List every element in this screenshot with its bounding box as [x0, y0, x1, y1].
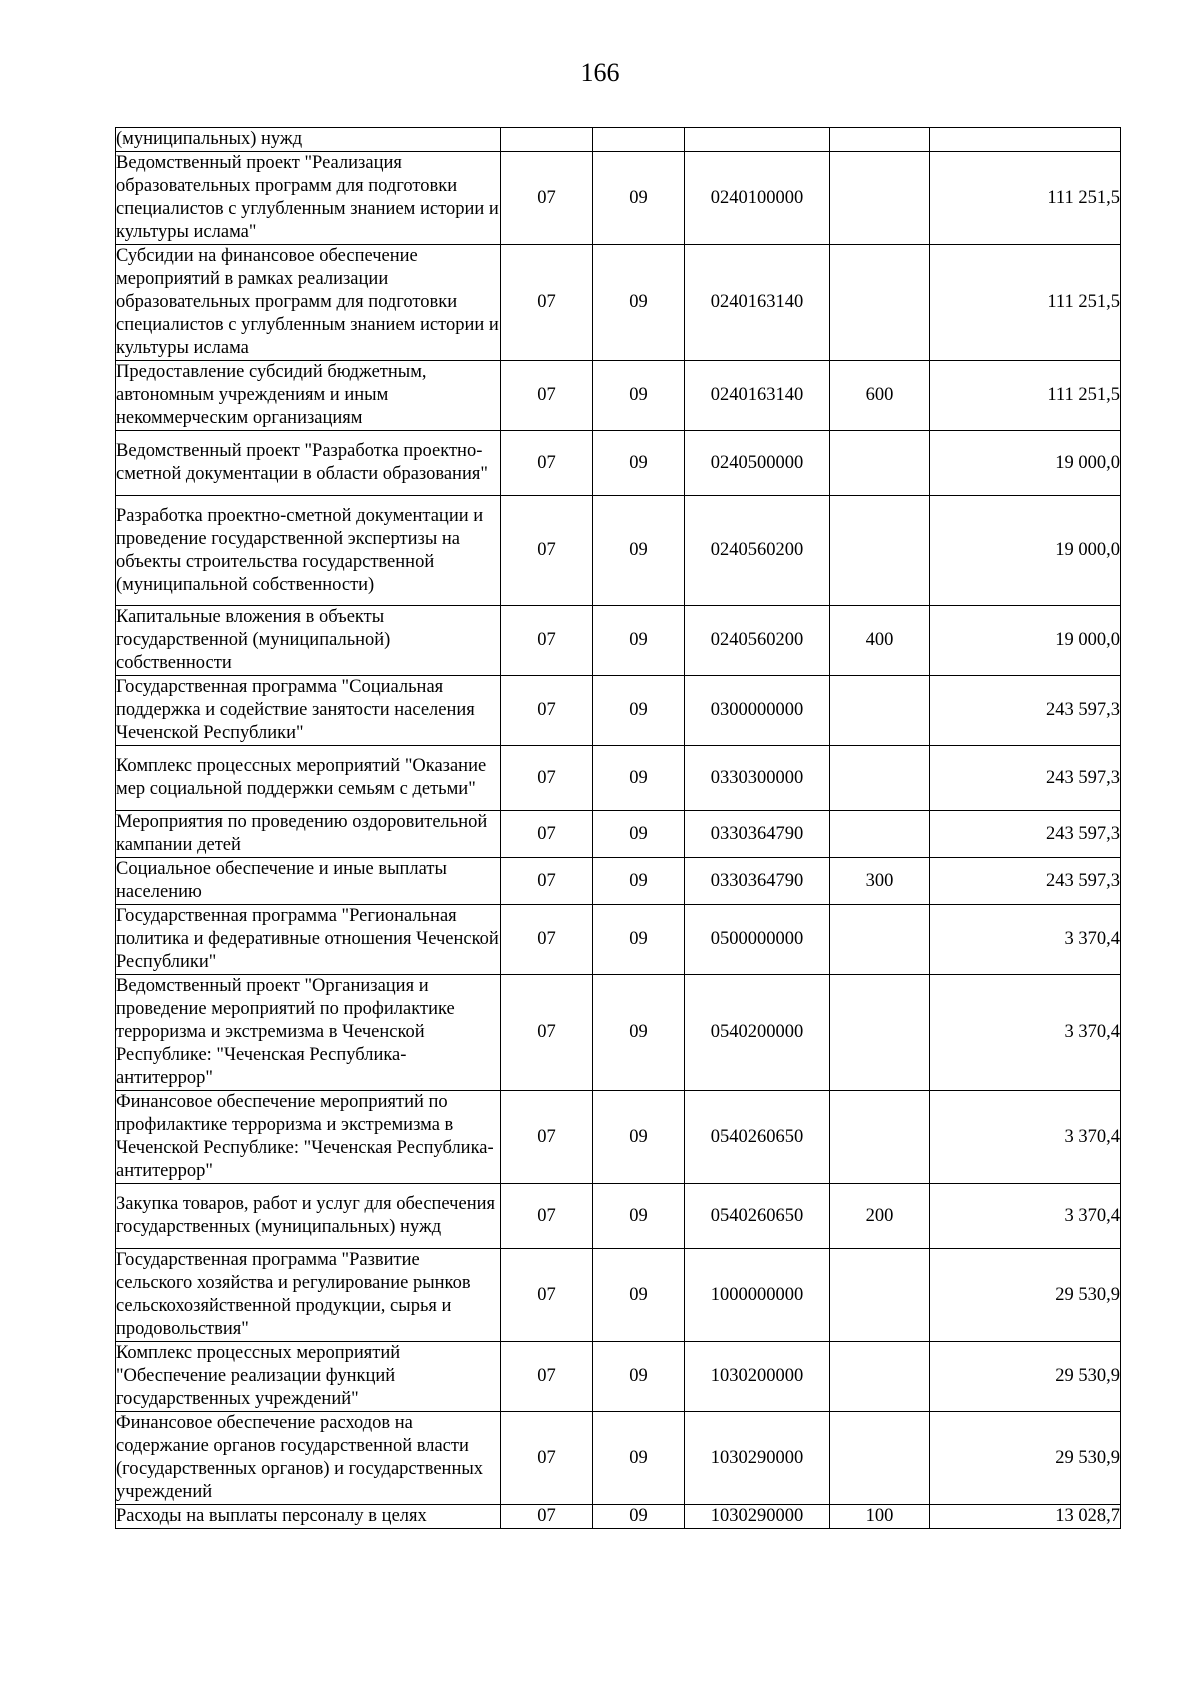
target-article-cell: 0240163140 — [685, 245, 830, 361]
table-row — [116, 1412, 1121, 1505]
expense-type-cell — [830, 496, 930, 606]
table-row — [116, 128, 1121, 152]
target-article-cell: 1030290000 — [685, 1412, 830, 1505]
expense-name-cell: Государственная программа "Региональная политика и федеративные отношения Чеченской Республики" — [116, 905, 501, 975]
target-article-cell: 0540200000 — [685, 975, 830, 1091]
amount-cell: 243 597,3 — [930, 811, 1121, 858]
expense-type-cell — [830, 128, 930, 152]
expense-name-cell: Предоставление субсидий бюджетным, автономным учреждениям и иным некоммерческим организациям — [116, 361, 501, 431]
subsection-code-cell: 09 — [593, 1342, 685, 1412]
subsection-code-cell: 09 — [593, 1412, 685, 1505]
target-article-cell: 0240500000 — [685, 431, 830, 496]
section-code-cell: 07 — [501, 245, 593, 361]
expense-name-cell: Мероприятия по проведению оздоровительной кампании детей — [116, 811, 501, 858]
expense-name-cell: Финансовое обеспечение мероприятий по профилактике терроризма и экстремизма в Чеченской Республике: "Чеченская Республика-антитеррор" — [116, 1091, 501, 1184]
section-code-cell: 07 — [501, 431, 593, 496]
target-article-cell: 0330300000 — [685, 746, 830, 811]
target-article-cell: 0240560200 — [685, 496, 830, 606]
target-article-cell: 0300000000 — [685, 676, 830, 746]
table-row — [116, 1342, 1121, 1412]
subsection-code-cell — [593, 128, 685, 152]
amount-cell: 3 370,4 — [930, 975, 1121, 1091]
expense-name-cell: Комплекс процессных мероприятий "Обеспечение реализации функций государственных учреждений" — [116, 1342, 501, 1412]
amount-cell: 29 530,9 — [930, 1412, 1121, 1505]
section-code-cell: 07 — [501, 496, 593, 606]
subsection-code-cell: 09 — [593, 245, 685, 361]
section-code-cell: 07 — [501, 905, 593, 975]
amount-cell — [930, 128, 1121, 152]
target-article-cell: 0240163140 — [685, 361, 830, 431]
amount-cell: 111 251,5 — [930, 361, 1121, 431]
amount-cell: 3 370,4 — [930, 1091, 1121, 1184]
expense-type-cell — [830, 746, 930, 811]
subsection-code-cell: 09 — [593, 746, 685, 811]
expense-name-cell: Расходы на выплаты персоналу в целях — [116, 1505, 501, 1529]
amount-cell: 111 251,5 — [930, 152, 1121, 245]
section-code-cell: 07 — [501, 361, 593, 431]
target-article-cell: 0240100000 — [685, 152, 830, 245]
subsection-code-cell: 09 — [593, 606, 685, 676]
section-code-cell: 07 — [501, 676, 593, 746]
section-code-cell: 07 — [501, 606, 593, 676]
expense-type-cell: 600 — [830, 361, 930, 431]
expense-name-cell: Ведомственный проект "Организация и проведение мероприятий по профилактике терроризма и экстремизма в Чеченской Республике: "Чеченская Республика-антитеррор" — [116, 975, 501, 1091]
table-row — [116, 606, 1121, 676]
budget-table — [115, 127, 1121, 1529]
table-row — [116, 245, 1121, 361]
budget-table-body — [116, 128, 1121, 1529]
subsection-code-cell: 09 — [593, 431, 685, 496]
amount-cell: 13 028,7 — [930, 1505, 1121, 1529]
expense-name-cell: Ведомственный проект "Реализация образовательных программ для подготовки специалистов с углубленным знанием истории и культуры ислама" — [116, 152, 501, 245]
subsection-code-cell: 09 — [593, 676, 685, 746]
section-code-cell: 07 — [501, 1342, 593, 1412]
table-row — [116, 361, 1121, 431]
target-article-cell: 0500000000 — [685, 905, 830, 975]
expense-name-cell: (муниципальных) нужд — [116, 128, 501, 152]
expense-type-cell — [830, 1249, 930, 1342]
expense-type-cell — [830, 152, 930, 245]
section-code-cell: 07 — [501, 1184, 593, 1249]
table-row — [116, 1505, 1121, 1529]
section-code-cell: 07 — [501, 975, 593, 1091]
expense-name-cell: Ведомственный проект "Разработка проектно-сметной документации в области образования" — [116, 431, 501, 496]
table-row — [116, 858, 1121, 905]
table-row — [116, 1091, 1121, 1184]
expense-type-cell: 300 — [830, 858, 930, 905]
table-row — [116, 746, 1121, 811]
target-article-cell: 0540260650 — [685, 1184, 830, 1249]
table-row — [116, 811, 1121, 858]
expense-type-cell — [830, 676, 930, 746]
expense-type-cell: 200 — [830, 1184, 930, 1249]
amount-cell: 243 597,3 — [930, 858, 1121, 905]
table-row — [116, 431, 1121, 496]
table-row — [116, 905, 1121, 975]
expense-type-cell: 400 — [830, 606, 930, 676]
expense-name-cell: Субсидии на финансовое обеспечение мероприятий в рамках реализации образовательных программ для подготовки специалистов с углубленным знанием истории и культуры ислама — [116, 245, 501, 361]
section-code-cell: 07 — [501, 1091, 593, 1184]
target-article-cell: 1030290000 — [685, 1505, 830, 1529]
amount-cell: 111 251,5 — [930, 245, 1121, 361]
page-number: 166 — [580, 58, 620, 87]
section-code-cell: 07 — [501, 746, 593, 811]
target-article-cell: 0540260650 — [685, 1091, 830, 1184]
expense-type-cell — [830, 975, 930, 1091]
table-row — [116, 152, 1121, 245]
section-code-cell: 07 — [501, 152, 593, 245]
expense-type-cell: 100 — [830, 1505, 930, 1529]
expense-name-cell: Финансовое обеспечение расходов на содержание органов государственной власти (государственных органов) и государственных учреждений — [116, 1412, 501, 1505]
target-article-cell: 0330364790 — [685, 811, 830, 858]
table-row — [116, 1249, 1121, 1342]
subsection-code-cell: 09 — [593, 152, 685, 245]
target-article-cell: 0240560200 — [685, 606, 830, 676]
amount-cell: 19 000,0 — [930, 606, 1121, 676]
expense-name-cell: Государственная программа "Развитие сельского хозяйства и регулирование рынков сельскохозяйственной продукции, сырья и продовольствия" — [116, 1249, 501, 1342]
amount-cell: 29 530,9 — [930, 1249, 1121, 1342]
expense-type-cell — [830, 905, 930, 975]
expense-name-cell: Государственная программа "Социальная поддержка и содействие занятости населения Чеченской Республики" — [116, 676, 501, 746]
expense-name-cell: Комплекс процессных мероприятий "Оказание мер социальной поддержки семьям с детьми" — [116, 746, 501, 811]
amount-cell: 243 597,3 — [930, 746, 1121, 811]
section-code-cell — [501, 128, 593, 152]
amount-cell: 29 530,9 — [930, 1342, 1121, 1412]
expense-type-cell — [830, 245, 930, 361]
table-row — [116, 975, 1121, 1091]
subsection-code-cell: 09 — [593, 1249, 685, 1342]
section-code-cell: 07 — [501, 1249, 593, 1342]
expense-type-cell — [830, 1412, 930, 1505]
section-code-cell: 07 — [501, 1505, 593, 1529]
subsection-code-cell: 09 — [593, 905, 685, 975]
section-code-cell: 07 — [501, 858, 593, 905]
section-code-cell: 07 — [501, 811, 593, 858]
amount-cell: 3 370,4 — [930, 905, 1121, 975]
subsection-code-cell: 09 — [593, 496, 685, 606]
amount-cell: 3 370,4 — [930, 1184, 1121, 1249]
subsection-code-cell: 09 — [593, 1505, 685, 1529]
expense-name-cell: Социальное обеспечение и иные выплаты населению — [116, 858, 501, 905]
expense-name-cell: Разработка проектно-сметной документации и проведение государственной экспертизы на объекты строительства государственной (муниципальной собственности) — [116, 496, 501, 606]
table-row — [116, 496, 1121, 606]
amount-cell: 19 000,0 — [930, 431, 1121, 496]
target-article-cell: 1030200000 — [685, 1342, 830, 1412]
expense-type-cell — [830, 811, 930, 858]
expense-name-cell: Капитальные вложения в объекты государственной (муниципальной) собственности — [116, 606, 501, 676]
target-article-cell — [685, 128, 830, 152]
target-article-cell: 0330364790 — [685, 858, 830, 905]
subsection-code-cell: 09 — [593, 811, 685, 858]
section-code-cell: 07 — [501, 1412, 593, 1505]
expense-type-cell — [830, 1091, 930, 1184]
subsection-code-cell: 09 — [593, 975, 685, 1091]
subsection-code-cell: 09 — [593, 1091, 685, 1184]
amount-cell: 19 000,0 — [930, 496, 1121, 606]
expense-type-cell — [830, 431, 930, 496]
target-article-cell: 1000000000 — [685, 1249, 830, 1342]
table-row — [116, 1184, 1121, 1249]
amount-cell: 243 597,3 — [930, 676, 1121, 746]
expense-name-cell: Закупка товаров, работ и услуг для обеспечения государственных (муниципальных) нужд — [116, 1184, 501, 1249]
table-row — [116, 676, 1121, 746]
subsection-code-cell: 09 — [593, 858, 685, 905]
expense-type-cell — [830, 1342, 930, 1412]
subsection-code-cell: 09 — [593, 361, 685, 431]
subsection-code-cell: 09 — [593, 1184, 685, 1249]
